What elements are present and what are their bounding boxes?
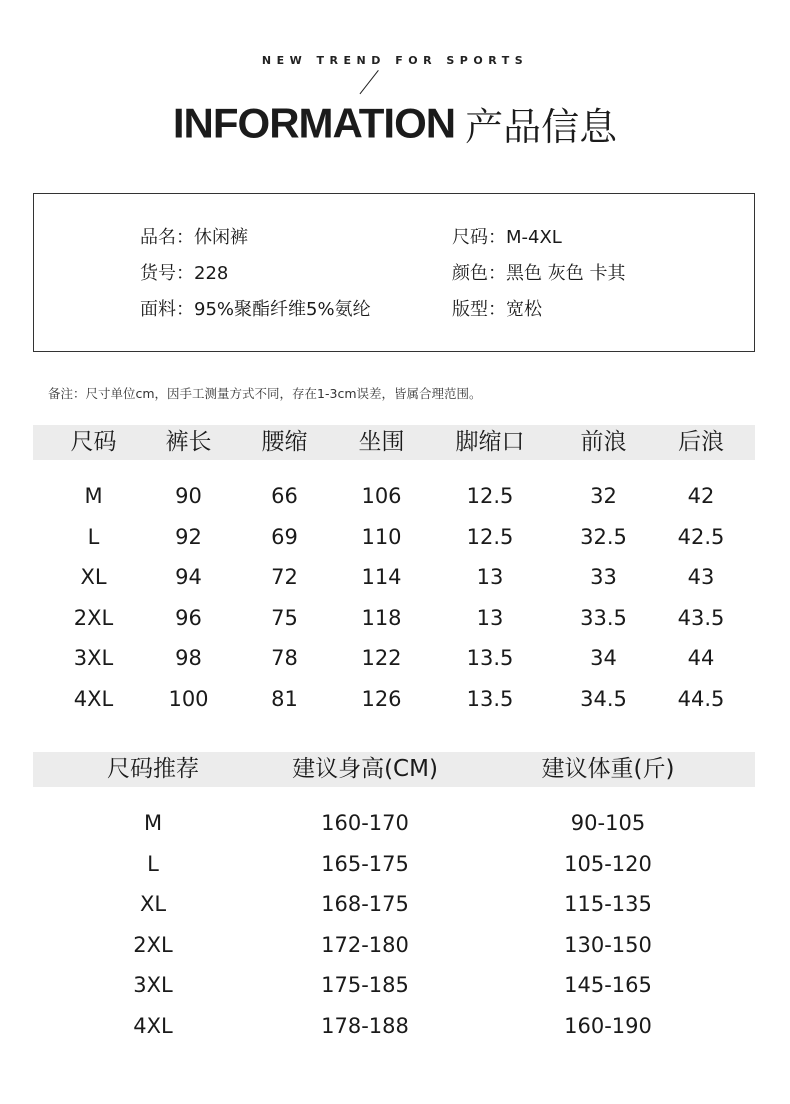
recommend-table-row-cell: 2XL — [133, 932, 173, 957]
size-table-row-cell: 12.5 — [466, 484, 514, 508]
size-table-header — [33, 425, 755, 460]
recommend-table-row-cell: 160-170 — [321, 811, 409, 835]
size-table-row-cell: 126 — [361, 686, 402, 711]
recommend-table-row-cell: 115-135 — [564, 892, 652, 916]
size-table-row-cell: 13 — [476, 565, 504, 589]
size-table-row-cell: 92 — [175, 524, 202, 549]
size-table-row-cell: 72 — [271, 565, 298, 589]
info-fit: 版型：宽松 — [452, 299, 542, 320]
size-table-row — [33, 638, 755, 679]
size-table-row-cell: 114 — [361, 565, 402, 589]
size-table-row — [33, 598, 755, 639]
size-table-body — [33, 476, 755, 719]
size-header-cell: 坐围 — [358, 429, 405, 455]
info-column-right — [452, 220, 625, 328]
size-table-row — [33, 557, 755, 598]
size-table-row-cell: 98 — [175, 646, 202, 670]
size-table-row-cell: XL — [80, 565, 107, 589]
recommend-header-cell: 尺码推荐 — [107, 756, 199, 782]
size-table-row-cell: 42.5 — [677, 524, 725, 549]
size-table-row-cell: 3XL — [73, 646, 114, 670]
size-table-row-cell: 90 — [175, 484, 202, 508]
size-table-row-cell: 122 — [361, 646, 402, 670]
info-size-range: 尺码：M-4XL — [452, 227, 562, 248]
recommend-table-row-cell: XL — [139, 892, 167, 916]
recommend-table-row-cell: 90-105 — [570, 811, 646, 835]
recommend-table-row-cell: L — [147, 851, 159, 876]
info-item-number: 货号：228 — [140, 263, 229, 284]
recommend-table-row-cell: 105-120 — [564, 851, 652, 876]
size-table-row-cell: 44.5 — [677, 686, 725, 711]
recommend-table-row-cell: 175-185 — [321, 973, 409, 997]
size-table-row-cell: L — [87, 524, 100, 549]
info-colors: 颜色：黑色 灰色 卡其 — [452, 263, 626, 284]
size-table-row-cell: 32.5 — [580, 524, 627, 549]
recommend-table-row-cell: 145-165 — [564, 973, 652, 997]
measurement-note: 备注：尺寸单位cm，因手工测量方式不同，存在1-3cm误差，皆属合理范围。 — [48, 386, 482, 401]
size-table-row-cell: 78 — [271, 646, 298, 670]
size-table-row-cell: 13.5 — [466, 686, 514, 711]
size-table-row-cell: M — [84, 484, 103, 508]
decorative-slash — [360, 70, 379, 94]
size-table-row-cell: 100 — [168, 686, 209, 711]
size-table-row-cell: 4XL — [73, 686, 114, 711]
size-table-row-cell: 106 — [361, 484, 402, 508]
recommend-header-cell: 建议体重(斤) — [541, 756, 675, 782]
size-table-row-cell: 12.5 — [466, 524, 514, 549]
size-table-row-cell: 34 — [590, 646, 617, 670]
size-table-row-cell: 13.5 — [466, 646, 514, 670]
recommend-table-row-cell: M — [143, 811, 163, 835]
title-chinese: 产品信息 — [465, 105, 618, 149]
size-table-row-cell: 94 — [175, 565, 202, 589]
size-header-cell: 脚缩口 — [455, 429, 525, 455]
size-table-row — [33, 679, 755, 720]
size-table-row-cell: 75 — [271, 605, 298, 630]
info-column-left — [140, 220, 371, 328]
recommend-table-row-cell: 172-180 — [321, 932, 409, 957]
size-table-row — [33, 476, 755, 517]
info-product-name: 品名：休闲裤 — [140, 227, 248, 248]
recommend-header-cell: 建议身高(CM) — [292, 756, 438, 782]
recommend-table-row-cell: 168-175 — [321, 892, 409, 916]
recommend-table-row-cell: 3XL — [133, 973, 173, 997]
recommend-table-header — [33, 752, 755, 787]
recommend-table-row — [33, 925, 755, 966]
recommend-table-row — [33, 844, 755, 885]
size-table-row-cell: 42 — [687, 484, 715, 508]
info-fabric: 面料：95%聚酯纤维5%氨纶 — [140, 299, 371, 320]
page-title — [0, 96, 790, 151]
recommend-table-row — [33, 965, 755, 1006]
size-table-row-cell: 34.5 — [580, 686, 627, 711]
product-info-box — [33, 193, 755, 352]
recommend-table-row-cell: 130-150 — [564, 932, 652, 957]
recommend-table-row-cell: 160-190 — [564, 1013, 652, 1038]
recommend-table-row-cell: 4XL — [133, 1013, 173, 1038]
size-table-row-cell: 44 — [687, 646, 715, 670]
title-english: INFORMATION — [172, 99, 456, 147]
recommend-table-body — [33, 803, 755, 1046]
recommend-table-row — [33, 1006, 755, 1047]
size-table-row-cell: 118 — [361, 605, 402, 630]
tagline: NEW TREND FOR SPORTS — [261, 54, 529, 67]
size-table-row-cell: 2XL — [73, 605, 114, 630]
size-table-row-cell: 32 — [590, 484, 617, 508]
size-table-row-cell: 33.5 — [580, 605, 627, 630]
size-table-row-cell: 69 — [271, 524, 298, 549]
size-header-cell: 尺码 — [70, 429, 117, 455]
size-table-row-cell: 81 — [271, 686, 298, 711]
size-table-row-cell: 43 — [687, 565, 715, 589]
size-header-cell: 腰缩 — [261, 429, 308, 455]
size-table-row-cell: 110 — [361, 524, 402, 549]
size-table-row-cell: 66 — [271, 484, 298, 508]
recommend-table-row-cell: 178-188 — [321, 1013, 409, 1038]
size-header-cell: 前浪 — [580, 429, 627, 455]
size-table-row-cell: 33 — [590, 565, 617, 589]
size-table-row — [33, 517, 755, 558]
recommend-table-row — [33, 884, 755, 925]
size-header-cell: 裤长 — [165, 429, 212, 455]
recommend-table-row-cell: 165-175 — [321, 851, 409, 876]
size-table-row-cell: 96 — [175, 605, 202, 630]
size-header-cell: 后浪 — [678, 429, 724, 455]
recommend-table-row — [33, 803, 755, 844]
size-table-row-cell: 13 — [476, 605, 504, 630]
size-table-row-cell: 43.5 — [677, 605, 725, 630]
